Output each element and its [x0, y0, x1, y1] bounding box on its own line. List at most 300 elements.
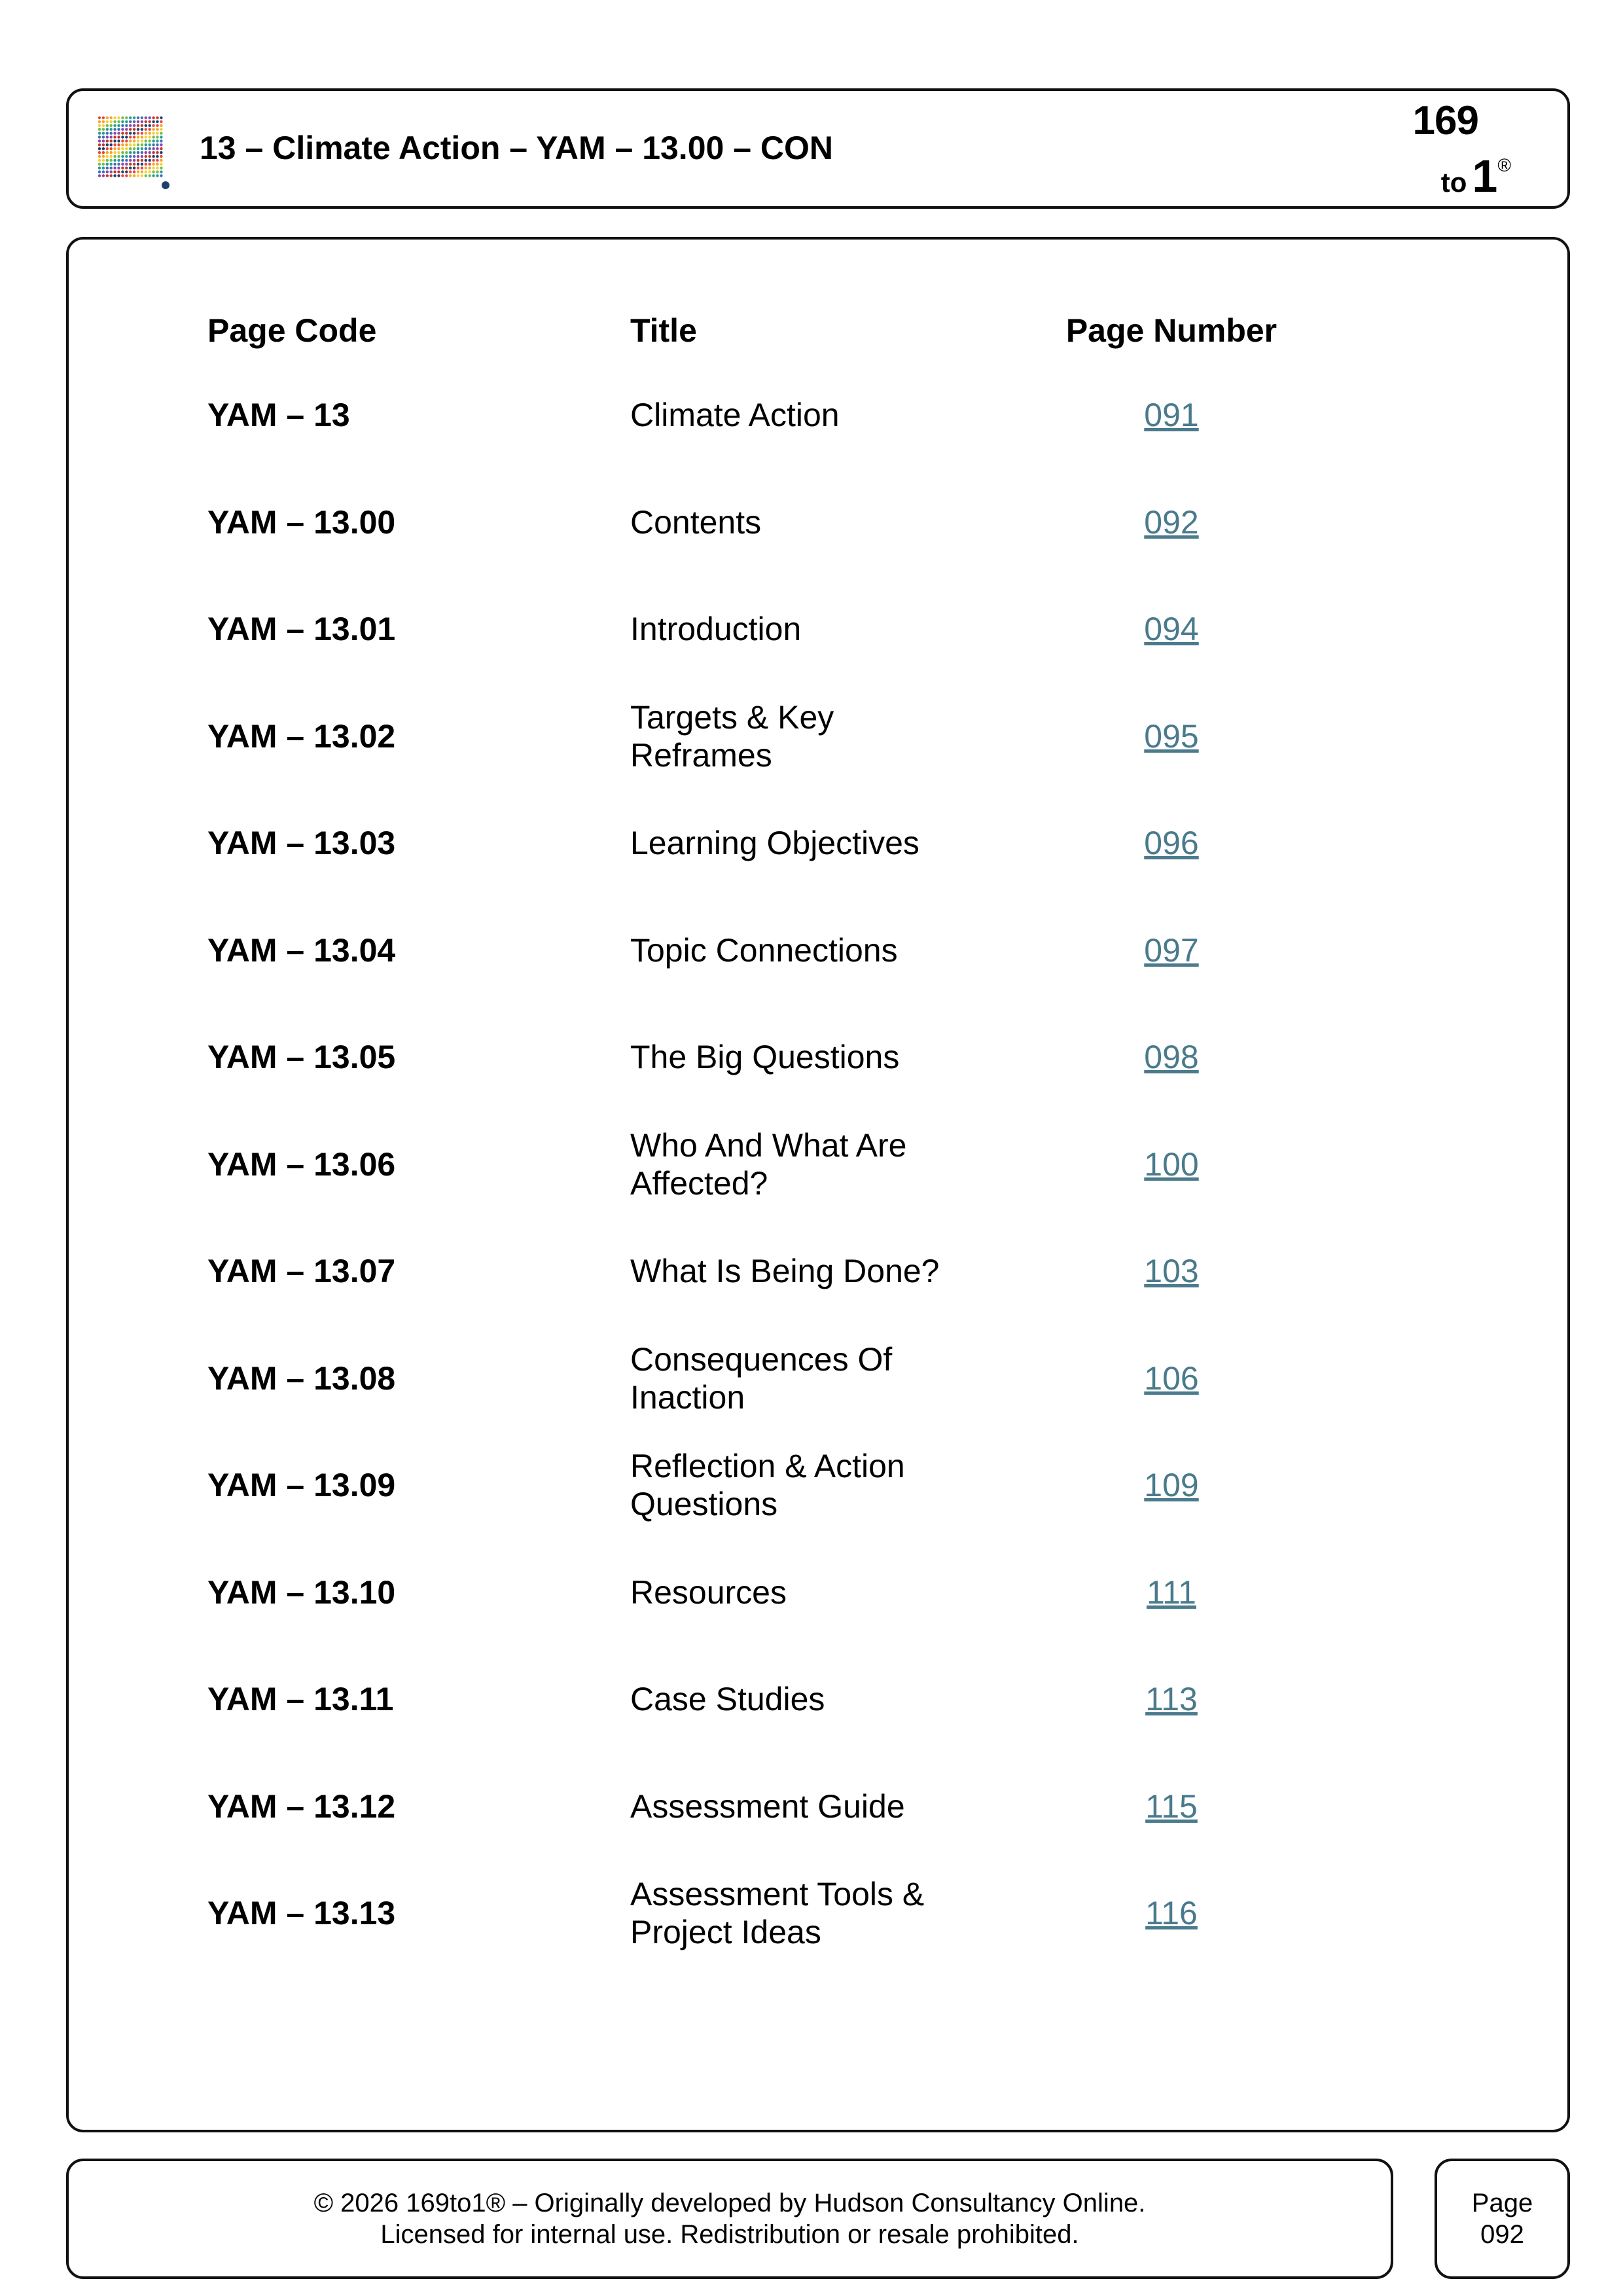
logo-dot — [137, 124, 139, 127]
page-number-link[interactable]: 111 — [1146, 1573, 1196, 1611]
logo-dot — [160, 167, 162, 170]
page-code: YAM – 13.06 — [207, 1145, 396, 1183]
page-code: YAM – 13.10 — [207, 1573, 396, 1611]
page-number-link[interactable]: 100 — [1144, 1145, 1199, 1183]
page-title: Introduction — [630, 611, 802, 647]
logo-dot — [98, 159, 101, 162]
logo-dot — [110, 120, 113, 123]
logo-dot — [149, 151, 151, 154]
logo-dot — [106, 159, 109, 162]
logo-dot — [145, 163, 147, 166]
logo-dot — [156, 128, 158, 131]
logo-dot — [121, 167, 124, 170]
logo-dot — [117, 155, 120, 158]
logo-dot — [152, 174, 154, 177]
logo-dot — [129, 132, 132, 134]
logo-dot — [102, 163, 105, 166]
brand-one: 1 — [1472, 151, 1498, 202]
logo-dot — [141, 120, 143, 123]
logo-dot — [121, 139, 124, 142]
logo-dot — [149, 132, 151, 134]
logo-dot — [137, 151, 139, 154]
footer-copyright-box — [66, 2159, 1393, 2279]
logo-dot — [121, 124, 124, 127]
logo-dot — [152, 170, 154, 173]
logo-dot — [106, 174, 109, 177]
logo-dot — [113, 139, 116, 142]
page-number-link[interactable]: 109 — [1144, 1467, 1199, 1503]
logo-dot — [125, 155, 128, 158]
logo-dot — [129, 124, 132, 127]
logo-dot — [137, 143, 139, 146]
logo-dot — [102, 139, 105, 142]
logo-dot — [160, 120, 162, 123]
logo-dot — [113, 163, 116, 166]
logo-dot — [125, 135, 128, 138]
logo-dot — [113, 167, 116, 170]
logo-dot — [149, 170, 151, 173]
logo-dot — [117, 143, 120, 146]
logo-dot — [110, 135, 113, 138]
page-title: Targets & Key Reframes — [630, 698, 834, 774]
logo-dot — [98, 170, 101, 173]
logo-dot — [137, 147, 139, 150]
table-row — [69, 1757, 1567, 1856]
logo-dot — [152, 159, 154, 162]
page-code: YAM – 13.02 — [207, 717, 396, 755]
logo-dot — [129, 163, 132, 166]
logo-dot — [98, 174, 101, 177]
page-code: YAM – 13.05 — [207, 1039, 396, 1075]
logo-dot — [121, 128, 124, 131]
logo-dot — [149, 117, 151, 119]
logo-dot — [141, 167, 143, 170]
logo-dot — [156, 120, 158, 123]
logo-dot — [160, 155, 162, 158]
logo-dot — [113, 120, 116, 123]
logo-dot — [110, 139, 113, 142]
page-title: Resources — [630, 1573, 787, 1611]
logo-dot — [106, 120, 109, 123]
logo-dot — [156, 167, 158, 170]
logo-dot — [141, 117, 143, 119]
logo-dot — [145, 147, 147, 150]
logo-dot — [110, 143, 113, 146]
logo-dot — [125, 163, 128, 166]
logo-dot — [125, 143, 128, 146]
logo-dot — [121, 143, 124, 146]
document-title: 13 – Climate Action – YAM – 13.00 – CON — [200, 130, 834, 166]
logo-dot — [113, 159, 116, 162]
logo-dot — [106, 163, 109, 166]
logo-dot — [149, 143, 151, 146]
logo-dot — [125, 151, 128, 154]
logo-dot — [117, 159, 120, 162]
brand-to: to — [1440, 167, 1467, 198]
logo-dot-grid-icon — [98, 116, 166, 181]
logo-dot — [141, 151, 143, 154]
logo-dot — [152, 147, 154, 150]
logo-dot — [133, 132, 135, 134]
logo-dot — [125, 120, 128, 123]
page-title: Contents — [630, 503, 762, 541]
logo-dot — [145, 124, 147, 127]
logo-dot — [149, 135, 151, 138]
logo-dot — [102, 159, 105, 162]
logo-dot — [141, 163, 143, 166]
table-row — [69, 1329, 1567, 1427]
table-row — [69, 1008, 1567, 1106]
logo-dot — [102, 155, 105, 158]
logo-dot — [141, 128, 143, 131]
logo-dot — [102, 147, 105, 150]
logo-dot — [141, 143, 143, 146]
logo-dot — [137, 120, 139, 123]
logo-accent-dot — [162, 181, 169, 189]
logo-dot — [106, 167, 109, 170]
logo-dot — [160, 159, 162, 162]
page-number-link[interactable]: 106 — [1144, 1359, 1199, 1397]
logo-dot — [129, 170, 132, 173]
logo-dot — [98, 147, 101, 150]
logo-dot — [113, 117, 116, 119]
footer-copyright-line: © 2026 169to1® – Originally developed by Hudson Consultancy Online. — [313, 2189, 1146, 2217]
logo-dot — [149, 124, 151, 127]
logo-dot — [141, 174, 143, 177]
logo-dot — [133, 120, 135, 123]
logo-dot — [117, 117, 120, 119]
logo-dot — [117, 170, 120, 173]
logo-dot — [121, 147, 124, 150]
logo-dot — [110, 174, 113, 177]
logo-dot — [145, 151, 147, 154]
logo-dot — [121, 163, 124, 166]
logo-dot — [152, 155, 154, 158]
page-code: YAM – 13.08 — [207, 1359, 396, 1397]
logo-dot — [98, 120, 101, 123]
logo-dot — [160, 147, 162, 150]
logo-dot — [125, 128, 128, 131]
logo-dot — [121, 170, 124, 173]
page-title: Topic Connections — [630, 931, 898, 969]
logo-dot — [117, 151, 120, 154]
logo-dot — [125, 132, 128, 134]
logo-dot — [149, 128, 151, 131]
logo-dot — [106, 139, 109, 142]
page-number-link[interactable]: 094 — [1144, 611, 1199, 647]
logo-dot — [133, 117, 135, 119]
table-row — [69, 580, 1567, 678]
logo-dot — [145, 135, 147, 138]
logo-dot — [117, 139, 120, 142]
logo-dot — [137, 155, 139, 158]
page-code: YAM – 13.04 — [207, 931, 396, 969]
logo-dot — [152, 167, 154, 170]
logo-dot — [145, 139, 147, 142]
page-number-link[interactable]: 115 — [1145, 1787, 1198, 1825]
logo-dot — [117, 132, 120, 134]
logo-dot — [141, 159, 143, 162]
logo-dot — [113, 135, 116, 138]
logo-dot — [133, 155, 135, 158]
page-number-box — [1435, 2159, 1570, 2279]
logo-dot — [156, 117, 158, 119]
logo-dot — [145, 170, 147, 173]
logo-dot — [98, 143, 101, 146]
page-code: YAM – 13.07 — [207, 1253, 396, 1289]
page-code: YAM – 13.11 — [207, 1681, 394, 1717]
page-code: YAM – 13 — [207, 397, 350, 433]
table-row — [69, 1650, 1567, 1748]
logo-dot — [102, 117, 105, 119]
logo-dot — [137, 117, 139, 119]
logo-dot — [106, 170, 109, 173]
logo-dot — [160, 174, 162, 177]
page-title: Climate Action — [630, 397, 840, 433]
column-header-page-code: Page Code — [207, 312, 377, 349]
logo-dot — [117, 174, 120, 177]
logo-dot — [102, 124, 105, 127]
logo-dot — [125, 174, 128, 177]
page-number-link[interactable]: 092 — [1144, 503, 1199, 541]
logo-dot — [121, 135, 124, 138]
logo-dot — [117, 124, 120, 127]
logo-dot — [141, 124, 143, 127]
logo-dot — [113, 143, 116, 146]
logo-dot — [98, 163, 101, 166]
logo-dot — [152, 135, 154, 138]
page-title: The Big Questions — [630, 1039, 900, 1075]
page-title: Consequences Of Inaction — [630, 1340, 893, 1416]
logo-dot — [145, 128, 147, 131]
logo-dot — [98, 151, 101, 154]
logo-dot — [160, 117, 162, 119]
logo-dot — [106, 132, 109, 134]
footer-license-line: Licensed for internal use. Redistribution or resale prohibited. — [380, 2220, 1079, 2249]
logo-dot — [160, 124, 162, 127]
page-title: Assessment Tools & Project Ideas — [630, 1876, 925, 1950]
table-row — [69, 794, 1567, 892]
logo-dot — [110, 170, 113, 173]
page-title: Reflection & Action Questions — [630, 1448, 905, 1522]
logo-dot — [145, 117, 147, 119]
page-title: Assessment Guide — [630, 1787, 905, 1825]
table-row — [69, 1864, 1567, 1962]
logo-dot — [149, 174, 151, 177]
page-code: YAM – 13.12 — [207, 1787, 396, 1825]
logo-dot — [145, 120, 147, 123]
logo-dot — [125, 117, 128, 119]
logo-dot — [117, 147, 120, 150]
logo-dot — [137, 170, 139, 173]
page-number-link[interactable]: 091 — [1144, 397, 1199, 433]
logo-dot — [133, 174, 135, 177]
logo-dot — [133, 167, 135, 170]
page-number-link[interactable]: 116 — [1145, 1895, 1198, 1931]
logo-dot — [149, 147, 151, 150]
logo-dot — [149, 163, 151, 166]
logo-dot — [137, 163, 139, 166]
logo-dot — [145, 143, 147, 146]
logo-dot — [102, 128, 105, 131]
page-code: YAM – 13.13 — [207, 1895, 396, 1931]
page-code: YAM – 13.01 — [207, 611, 396, 647]
logo-dot — [98, 124, 101, 127]
logo-dot — [137, 132, 139, 134]
logo-dot — [110, 147, 113, 150]
logo-dot — [156, 132, 158, 134]
logo-dot — [121, 117, 124, 119]
logo-dot — [110, 167, 113, 170]
logo-dot — [129, 120, 132, 123]
page-code: YAM – 13.03 — [207, 825, 396, 861]
logo-dot — [102, 132, 105, 134]
logo-dot — [129, 155, 132, 158]
logo-dot — [117, 167, 120, 170]
logo-dot — [156, 147, 158, 150]
header-bar — [66, 88, 1570, 209]
logo-dot — [160, 139, 162, 142]
logo-dot — [145, 159, 147, 162]
logo-dot — [152, 128, 154, 131]
page-number-link[interactable]: 103 — [1144, 1253, 1199, 1289]
logo-dot — [152, 132, 154, 134]
logo-dot — [137, 135, 139, 138]
logo-dot — [113, 151, 116, 154]
logo-dot — [113, 147, 116, 150]
logo-dot — [133, 151, 135, 154]
logo-dot — [125, 167, 128, 170]
logo-dot — [106, 143, 109, 146]
logo-dot — [133, 170, 135, 173]
logo-dot — [102, 143, 105, 146]
logo-dot — [145, 167, 147, 170]
logo-dot — [98, 139, 101, 142]
page-title: Learning Objectives — [630, 825, 919, 861]
logo-dot — [160, 170, 162, 173]
logo-dot — [137, 167, 139, 170]
page-number-link[interactable]: 096 — [1144, 825, 1199, 861]
logo-dot — [113, 132, 116, 134]
table-row — [69, 366, 1567, 464]
logo-dot — [98, 167, 101, 170]
logo-dot — [156, 143, 158, 146]
logo-dot — [141, 170, 143, 173]
logo-dot — [141, 155, 143, 158]
logo-dot — [98, 132, 101, 134]
page-number-link[interactable]: 097 — [1144, 931, 1199, 969]
brand-logo-169: 169 — [1412, 98, 1478, 143]
logo-dot — [106, 155, 109, 158]
logo-dot — [110, 117, 113, 119]
logo-dot — [152, 151, 154, 154]
logo-dot — [121, 132, 124, 134]
page-number-link[interactable]: 098 — [1144, 1039, 1199, 1075]
logo-dot — [156, 135, 158, 138]
logo-dot — [156, 151, 158, 154]
logo-dot — [137, 159, 139, 162]
logo-dot — [121, 151, 124, 154]
logo-dot — [141, 139, 143, 142]
logo-dot — [113, 155, 116, 158]
logo-dot — [129, 174, 132, 177]
logo-dot — [133, 128, 135, 131]
logo-dot — [121, 159, 124, 162]
column-header-title: Title — [630, 312, 697, 349]
logo-dot — [137, 174, 139, 177]
logo-dot — [152, 163, 154, 166]
page-code: YAM – 13.09 — [207, 1467, 396, 1503]
logo-dot — [129, 167, 132, 170]
logo-dot — [98, 155, 101, 158]
logo-dot — [149, 159, 151, 162]
logo-dot — [110, 159, 113, 162]
logo-dot — [102, 174, 105, 177]
logo-dot — [106, 128, 109, 131]
logo-dot — [152, 117, 154, 119]
logo-dot — [125, 139, 128, 142]
logo-dot — [160, 132, 162, 134]
logo-dot — [121, 174, 124, 177]
logo-dot — [156, 170, 158, 173]
table-row — [69, 1543, 1567, 1641]
logo-dot — [106, 117, 109, 119]
logo-dot — [149, 155, 151, 158]
logo-dot — [160, 143, 162, 146]
logo-dot — [152, 143, 154, 146]
logo-dot — [141, 147, 143, 150]
logo-dot — [133, 163, 135, 166]
logo-dot — [137, 128, 139, 131]
logo-dot — [113, 124, 116, 127]
logo-dot — [106, 124, 109, 127]
logo-dot — [129, 147, 132, 150]
logo-dot — [145, 155, 147, 158]
logo-dot — [98, 117, 101, 119]
page-number-link[interactable]: 095 — [1144, 717, 1199, 755]
logo-dot — [133, 143, 135, 146]
logo-dot — [156, 159, 158, 162]
logo-dot — [110, 155, 113, 158]
logo-dot — [110, 132, 113, 134]
table-row — [69, 901, 1567, 999]
logo-dot — [133, 139, 135, 142]
logo-dot — [98, 135, 101, 138]
logo-dot — [110, 163, 113, 166]
page-code: YAM – 13.00 — [207, 503, 396, 541]
page-number-link[interactable]: 113 — [1145, 1681, 1198, 1717]
table-row — [69, 1115, 1567, 1213]
logo-dot — [125, 124, 128, 127]
logo-dot — [156, 124, 158, 127]
logo-dot — [133, 147, 135, 150]
logo-dot — [113, 174, 116, 177]
logo-dot — [145, 174, 147, 177]
logo-dot — [117, 128, 120, 131]
logo-dot — [117, 135, 120, 138]
logo-dot — [137, 139, 139, 142]
logo-dot — [152, 124, 154, 127]
page-label: Page — [1471, 2189, 1533, 2217]
page-title: What Is Being Done? — [630, 1253, 940, 1289]
logo-dot — [149, 139, 151, 142]
logo-dot — [102, 167, 105, 170]
logo-dot — [160, 163, 162, 166]
logo-dot — [110, 124, 113, 127]
logo-dot — [133, 159, 135, 162]
logo-dot — [110, 151, 113, 154]
logo-dot — [110, 128, 113, 131]
